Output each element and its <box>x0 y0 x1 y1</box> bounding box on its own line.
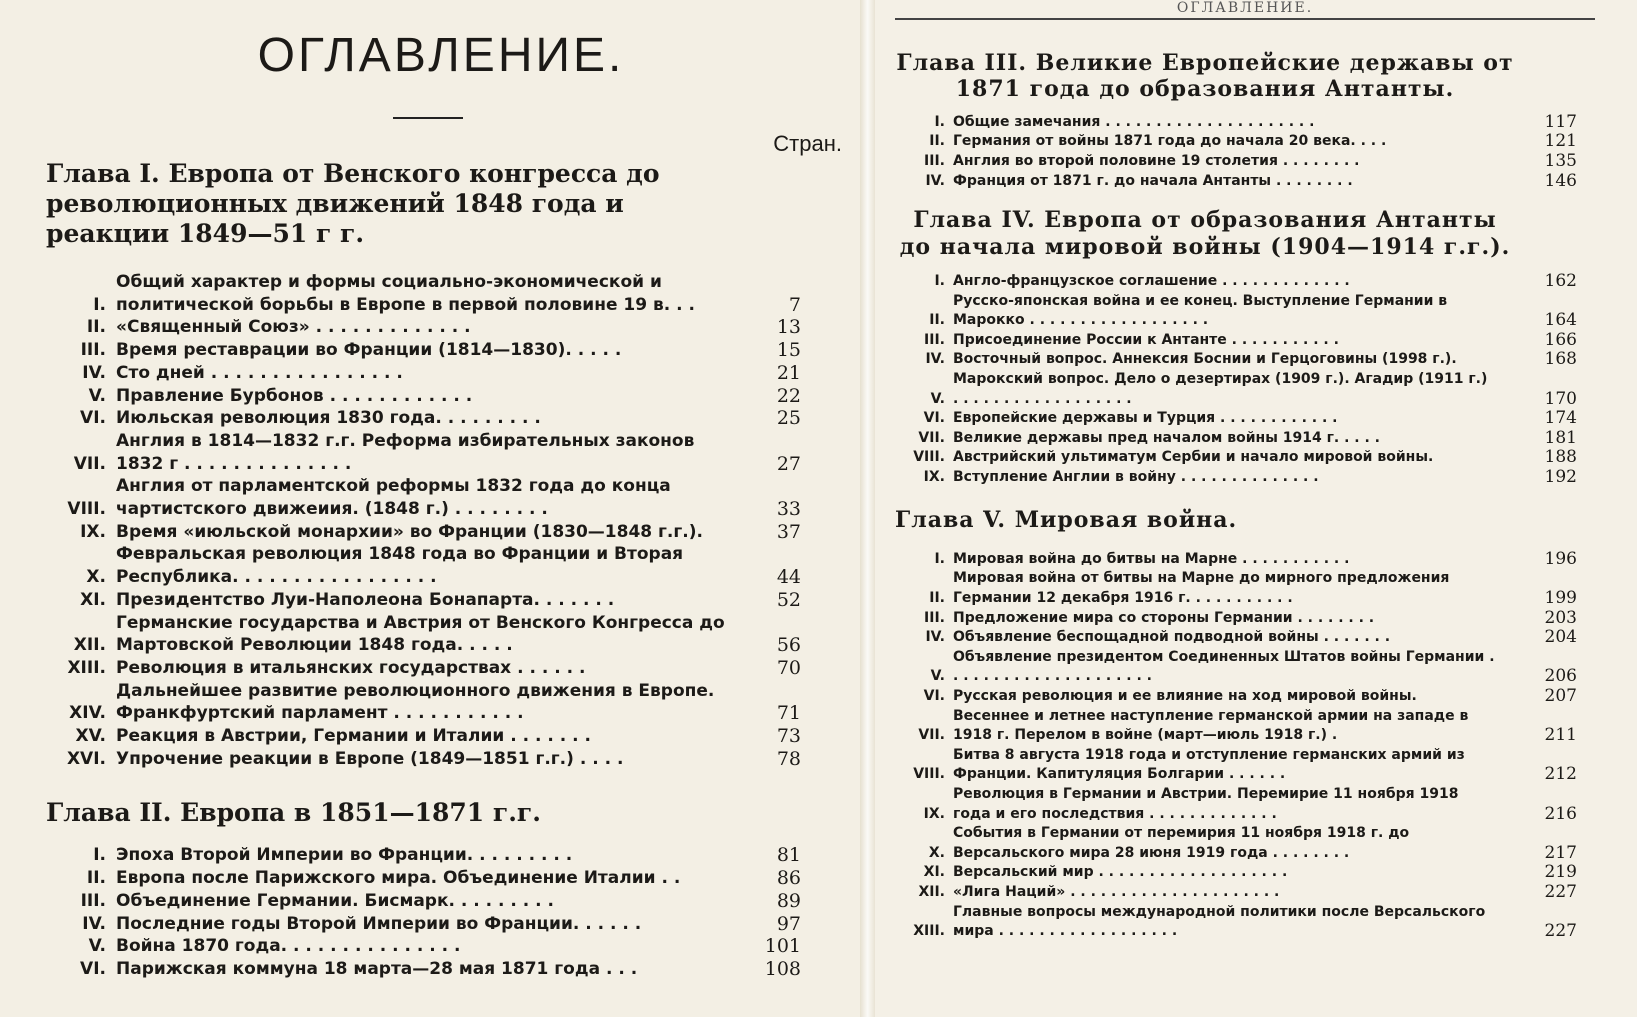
toc-entry <box>46 589 860 612</box>
toc-entry-page: 78 <box>776 747 801 770</box>
toc-entry-page: 192 <box>1544 466 1577 487</box>
toc-entry <box>46 680 860 725</box>
toc-entry-text: Сто дней . . . . . . . . . . . . . . . . <box>116 362 403 383</box>
toc-entry-page: 13 <box>776 316 801 339</box>
toc-entry-page: 212 <box>1544 764 1577 785</box>
toc-entry-number: III. <box>924 152 945 169</box>
toc-entry-text: «Лига Наций» . . . . . . . . . . . . . . . . . . . . . <box>953 883 1280 900</box>
toc-entry-number: VIII. <box>913 449 945 466</box>
toc-entry-page: 166 <box>1544 329 1577 350</box>
toc-entry-text: Война 1870 года. . . . . . . . . . . . . . . <box>116 936 461 957</box>
toc-entry-page: 211 <box>1544 725 1577 746</box>
toc-entry <box>895 272 1577 292</box>
toc-entry-number: II. <box>929 133 945 150</box>
page-title: ОГЛАВЛЕНИЕ. <box>257 29 625 82</box>
toc-entry-page: 21 <box>776 361 801 384</box>
toc-entry-number: X. <box>86 567 106 588</box>
toc-entry-number: V. <box>930 390 945 407</box>
chapter-1-title: Глава I. Европа от Венского конгресса до революционных движений 1848 года и реакции 1849—51 г г. <box>46 159 660 248</box>
toc-entry <box>46 271 860 316</box>
toc-entry-number: I. <box>934 550 945 567</box>
toc-entry-page: 22 <box>776 384 801 407</box>
toc-entry <box>46 725 860 748</box>
toc-entry-text: Весеннее и летнее наступление германской армии на западе в 1918 г. Перелом в войне (март—июль 1918 г.) . <box>953 707 1469 744</box>
toc-entry <box>895 350 1577 370</box>
toc-entry-number: XI. <box>923 864 945 881</box>
toc-entry-page: 37 <box>776 520 801 543</box>
toc-entry <box>895 824 1577 863</box>
toc-entry-page: 181 <box>1544 427 1577 448</box>
toc-entry-page: 70 <box>776 656 801 679</box>
toc-entry <box>46 339 860 362</box>
toc-entry-text: Революция в итальянских государствах . . . . . . <box>116 657 586 678</box>
toc-entry-number: IV. <box>925 172 945 189</box>
toc-entry-text: Европа после Парижского мира. Объединение Италии . . <box>116 868 681 889</box>
chapter-4-title: Глава IV. Европа от образования Антанты до начала мировой войны (1904—1914 г.г.). <box>899 207 1511 260</box>
toc-entry-page: 146 <box>1544 170 1577 191</box>
toc-entry-page: 216 <box>1544 803 1577 824</box>
toc-entry-number: IV. <box>82 362 106 383</box>
toc-entry-text: Мировая война от битвы на Марне до мирного предложения Германии 12 декабря 1916 г. . . . . . . . . . . <box>953 570 1450 607</box>
toc-entry-text: Германские государства и Австрия от Венского Конгресса до Мартовской Революции 1848 года. . . . . <box>116 612 725 656</box>
toc-entry-page: 188 <box>1544 447 1577 468</box>
toc-entry-text: Главные вопросы международной политики после Версальского мира . . . . . . . . . . . . . . . . . . <box>953 903 1486 940</box>
right-page <box>875 0 1637 1017</box>
toc-entry-text: Русско-японская война и ее конец. Выступление Германии в Марокко . . . . . . . . . . . . . . . . . . <box>953 292 1448 329</box>
toc-entry-text: Парижская коммуна 18 марта—28 мая 1871 года . . . <box>116 958 638 979</box>
toc-entry <box>895 687 1577 707</box>
toc-entry-text: Европейские державы и Турция . . . . . . . . . . . . <box>953 410 1338 427</box>
toc-entry <box>46 475 860 520</box>
toc-entry-number: XIII. <box>913 923 945 940</box>
toc-entry-number: III. <box>924 331 945 348</box>
page-column-label: Стран. <box>773 131 842 156</box>
toc-entry-text: Англия в 1814—1832 г.г. Реформа избирательных законов 1832 г . . . . . . . . . . . . . . <box>116 430 695 474</box>
toc-entry-text: Битва 8 августа 1918 года и отступление германских армий из Франции. Капитуляция Болгарии . . . . . . <box>953 746 1465 783</box>
toc-entry-page: 135 <box>1544 150 1577 171</box>
toc-entry-page: 56 <box>776 634 801 657</box>
toc-entry-number: XV. <box>75 726 106 747</box>
chapter-1-entries <box>46 271 860 770</box>
toc-entry-text: Англия во второй половине 19 столетия . . . . . . . . <box>953 152 1360 169</box>
toc-entry <box>46 543 860 588</box>
toc-entry-page: 27 <box>776 452 801 475</box>
toc-entry-page: 101 <box>764 935 801 958</box>
toc-entry-number: VII. <box>73 453 106 474</box>
toc-entry-number: VI. <box>923 410 945 427</box>
toc-entry-text: Германия от войны 1871 года до начала 20 века. . . . <box>953 133 1387 150</box>
toc-entry-page: 15 <box>776 339 801 362</box>
toc-entry <box>895 409 1577 429</box>
toc-entry-page: 206 <box>1544 666 1577 687</box>
toc-entry <box>46 407 860 430</box>
toc-entry-text: Объявление беспощадной подводной войны . . . . . . . <box>953 629 1391 646</box>
toc-entry-number: X. <box>928 844 945 861</box>
toc-entry <box>46 612 860 657</box>
toc-entry-page: 52 <box>776 588 801 611</box>
toc-entry-text: Дальнейшее развитие революционного движения в Европе. Франкфуртский парламент . . . . . . . . . . . <box>116 680 715 724</box>
chapter-5-title: Глава V. Мировая война. <box>895 507 1238 534</box>
toc-entry-number: II. <box>86 868 106 889</box>
toc-entry <box>895 468 1577 488</box>
running-head: ОГЛАВЛЕНИЕ. <box>895 0 1595 20</box>
toc-entry-text: Присоединение России к Антанте . . . . . . . . . . . <box>953 331 1339 348</box>
toc-entry-text: Версальский мир . . . . . . . . . . . . . . . . . . . <box>953 864 1288 881</box>
toc-entry-number: IV. <box>82 913 106 934</box>
toc-entry-page: 168 <box>1544 349 1577 370</box>
toc-entry-number: VII. <box>918 429 945 446</box>
toc-entry-number: VI. <box>80 958 106 979</box>
toc-entry-number: I. <box>934 272 945 289</box>
toc-entry-text: Последние годы Второй Империи во Франции. . . . . . <box>116 913 642 934</box>
toc-entry-text: Марокский вопрос. Дело о дезертирах (1909 г.). Агадир (1911 г.) . . . . . . . . . . . . . . . . . . <box>953 370 1488 407</box>
toc-entry-page: 219 <box>1544 862 1577 883</box>
toc-entry-page: 25 <box>776 407 801 430</box>
toc-entry-page: 174 <box>1544 408 1577 429</box>
toc-entry-number: II. <box>929 312 945 329</box>
toc-entry-page: 217 <box>1544 842 1577 863</box>
toc-entry-text: Президентство Луи-Наполеона Бонапарта. . . . . . . <box>116 589 615 610</box>
toc-entry-number: I. <box>93 294 106 315</box>
toc-entry-number: V. <box>88 936 106 957</box>
toc-entry-text: Эпоха Второй Империи во Франции. . . . . . . . . <box>116 845 573 866</box>
toc-entry-page: 207 <box>1544 686 1577 707</box>
toc-entry <box>895 648 1577 687</box>
toc-entry-page: 81 <box>776 844 801 867</box>
toc-entry-text: Франция от 1871 г. до начала Антанты . . . . . . . . <box>953 172 1353 189</box>
toc-entry-page: 227 <box>1544 881 1577 902</box>
toc-entry-text: Великие державы пред началом войны 1914 г. . . . . <box>953 429 1380 446</box>
toc-entry <box>895 448 1577 468</box>
toc-entry-text: Время «июльской монархии» во Франции (1830—1848 г.г.). <box>116 521 703 542</box>
toc-entry-page: 44 <box>776 566 801 589</box>
toc-entry-number: I. <box>93 845 106 866</box>
toc-entry <box>895 785 1577 824</box>
toc-entry <box>46 935 860 958</box>
toc-entry-number: III. <box>80 340 106 361</box>
toc-entry <box>46 748 860 771</box>
toc-entry-page: 86 <box>776 867 801 890</box>
toc-entry <box>895 429 1577 449</box>
toc-entry-number: XI. <box>80 589 106 610</box>
toc-entry-text: Вступление Англии в войну . . . . . . . . . . . . . . <box>953 468 1319 485</box>
toc-entry-page: 73 <box>776 725 801 748</box>
toc-entry-page: 199 <box>1544 588 1577 609</box>
toc-entry <box>46 521 860 544</box>
toc-entry-number: III. <box>80 890 106 911</box>
toc-entry-text: Февральская революция 1848 года во Франции и Вторая Республика. . . . . . . . . . . . . . . . . <box>116 544 684 588</box>
toc-entry <box>895 903 1577 942</box>
toc-entry <box>46 385 860 408</box>
toc-entry-text: Реакция в Австрии, Германии и Италии . . . . . . . <box>116 726 591 747</box>
toc-entry <box>895 152 1577 172</box>
toc-entry-number: XII. <box>918 883 945 900</box>
toc-entry <box>895 883 1577 903</box>
toc-entry <box>895 707 1577 746</box>
chapter-2-title: Глава II. Европа в 1851—1871 г.г. <box>46 798 541 828</box>
toc-entry <box>46 362 860 385</box>
toc-entry <box>895 863 1577 883</box>
toc-entry <box>46 316 860 339</box>
toc-entry <box>895 132 1577 152</box>
toc-entry <box>895 628 1577 648</box>
toc-entry <box>895 550 1577 570</box>
toc-entry-text: Австрийский ультиматум Сербии и начало мировой войны. <box>953 449 1434 466</box>
toc-entry <box>46 657 860 680</box>
toc-entry-number: V. <box>930 668 945 685</box>
toc-entry-page: 170 <box>1544 388 1577 409</box>
toc-entry-text: Объявление президентом Соединенных Штатов войны Германии . . . . . . . . . . . . . . . . . . . . . <box>953 648 1495 685</box>
toc-entry-number: VII. <box>918 727 945 744</box>
toc-entry-text: Правление Бурбонов . . . . . . . . . . . . <box>116 385 473 406</box>
toc-entry-page: 203 <box>1544 607 1577 628</box>
chapter-5-entries <box>895 550 1577 942</box>
toc-entry-page: 162 <box>1544 270 1577 291</box>
toc-entry-text: Революция в Германии и Австрии. Перемирие 11 ноября 1918 года и его последствия . . . . . . . . . . . . . <box>953 785 1459 822</box>
toc-entry <box>895 113 1577 133</box>
toc-entry-page: 33 <box>776 498 801 521</box>
toc-entry-page: 7 <box>788 293 801 316</box>
toc-entry-number: II. <box>929 590 945 607</box>
toc-entry-page: 227 <box>1544 921 1577 942</box>
toc-entry-text: Время реставрации во Франции (1814—1830). . . . . <box>116 340 622 361</box>
toc-entry <box>895 746 1577 785</box>
toc-entry <box>46 844 860 867</box>
toc-entry-number: IX. <box>923 805 945 822</box>
toc-entry-number: IV. <box>925 629 945 646</box>
toc-entry-page: 196 <box>1544 548 1577 569</box>
toc-entry-number: XIII. <box>67 657 106 678</box>
toc-entry-number: XVI. <box>66 748 106 769</box>
toc-entry-number: VIII. <box>67 499 106 520</box>
toc-entry-page: 204 <box>1544 627 1577 648</box>
toc-entry-text: Русская революция и ее влияние на ход мировой войны. <box>953 688 1417 705</box>
chapter-4-entries <box>895 272 1577 488</box>
toc-entry-page: 71 <box>776 702 801 725</box>
toc-entry <box>46 913 860 936</box>
toc-entry-number: III. <box>924 609 945 626</box>
toc-entry-number: II. <box>86 317 106 338</box>
toc-entry-page: 97 <box>776 912 801 935</box>
toc-entry <box>895 172 1577 192</box>
toc-entry <box>895 370 1577 409</box>
toc-entry-text: Июльская революция 1830 года. . . . . . . . . <box>116 408 541 429</box>
toc-entry-text: Предложение мира со стороны Германии . . . . . . . . <box>953 609 1375 626</box>
toc-entry-text: События в Германии от перемирия 11 ноября 1918 г. до Версальского мира 28 июня 1919 года . . . . . . . . <box>953 825 1410 861</box>
toc-entry-number: V. <box>88 385 106 406</box>
toc-entry-text: Англо-французское соглашение . . . . . . . . . . . . . <box>953 272 1350 289</box>
toc-entry <box>895 331 1577 351</box>
toc-entry-text: Упрочение реакции в Европе (1849—1851 г.г.) . . . . <box>116 748 624 769</box>
toc-entry-number: IX. <box>923 468 945 485</box>
toc-entry <box>895 609 1577 629</box>
toc-entry-text: Общие замечания . . . . . . . . . . . . . . . . . . . . . <box>953 113 1315 130</box>
toc-entry-text: Объединение Германии. Бисмарк. . . . . . . . . <box>116 890 554 911</box>
toc-entry <box>895 569 1577 608</box>
toc-entry <box>895 292 1577 331</box>
toc-entry-number: VI. <box>80 408 106 429</box>
toc-entry <box>46 958 860 981</box>
toc-entry-text: Англия от парламентской реформы 1832 года до конца чартистского движеиия. (1848 г.) . . . . . . . . <box>116 476 671 520</box>
toc-entry <box>46 890 860 913</box>
toc-entry-text: Общий характер и формы социально-экономической и политической борьбы в Европе в первой половине 19 в. . . <box>116 272 695 315</box>
chapter-2-entries <box>46 844 860 980</box>
toc-entry-text: Мировая война до битвы на Марне . . . . . . . . . . . <box>953 550 1350 567</box>
toc-entry-number: VIII. <box>913 766 945 783</box>
toc-entry-text: «Священный Союз» . . . . . . . . . . . . . <box>116 317 471 338</box>
toc-entry-text: Восточный вопрос. Аннексия Боснии и Герцоговины (1998 г.). <box>953 351 1457 368</box>
chapter-3-title: Глава III. Великие Европейские державы от 1871 года до образования Антанты. <box>896 50 1514 103</box>
title-rule <box>393 117 463 119</box>
toc-entry-number: IX. <box>80 521 106 542</box>
toc-entry <box>46 867 860 890</box>
toc-entry-page: 121 <box>1544 131 1577 152</box>
toc-entry-page: 89 <box>776 889 801 912</box>
toc-entry-number: XIV. <box>69 703 106 724</box>
toc-entry <box>46 430 860 475</box>
chapter-3-entries <box>895 113 1577 191</box>
toc-entry-page: 164 <box>1544 310 1577 331</box>
toc-entry-number: XII. <box>73 635 106 656</box>
toc-entry-number: I. <box>934 113 945 130</box>
toc-entry-page: 108 <box>764 957 801 980</box>
toc-entry-page: 117 <box>1544 111 1577 132</box>
toc-entry-number: IV. <box>925 351 945 368</box>
book-gutter <box>860 0 875 1017</box>
toc-entry-number: VI. <box>923 688 945 705</box>
